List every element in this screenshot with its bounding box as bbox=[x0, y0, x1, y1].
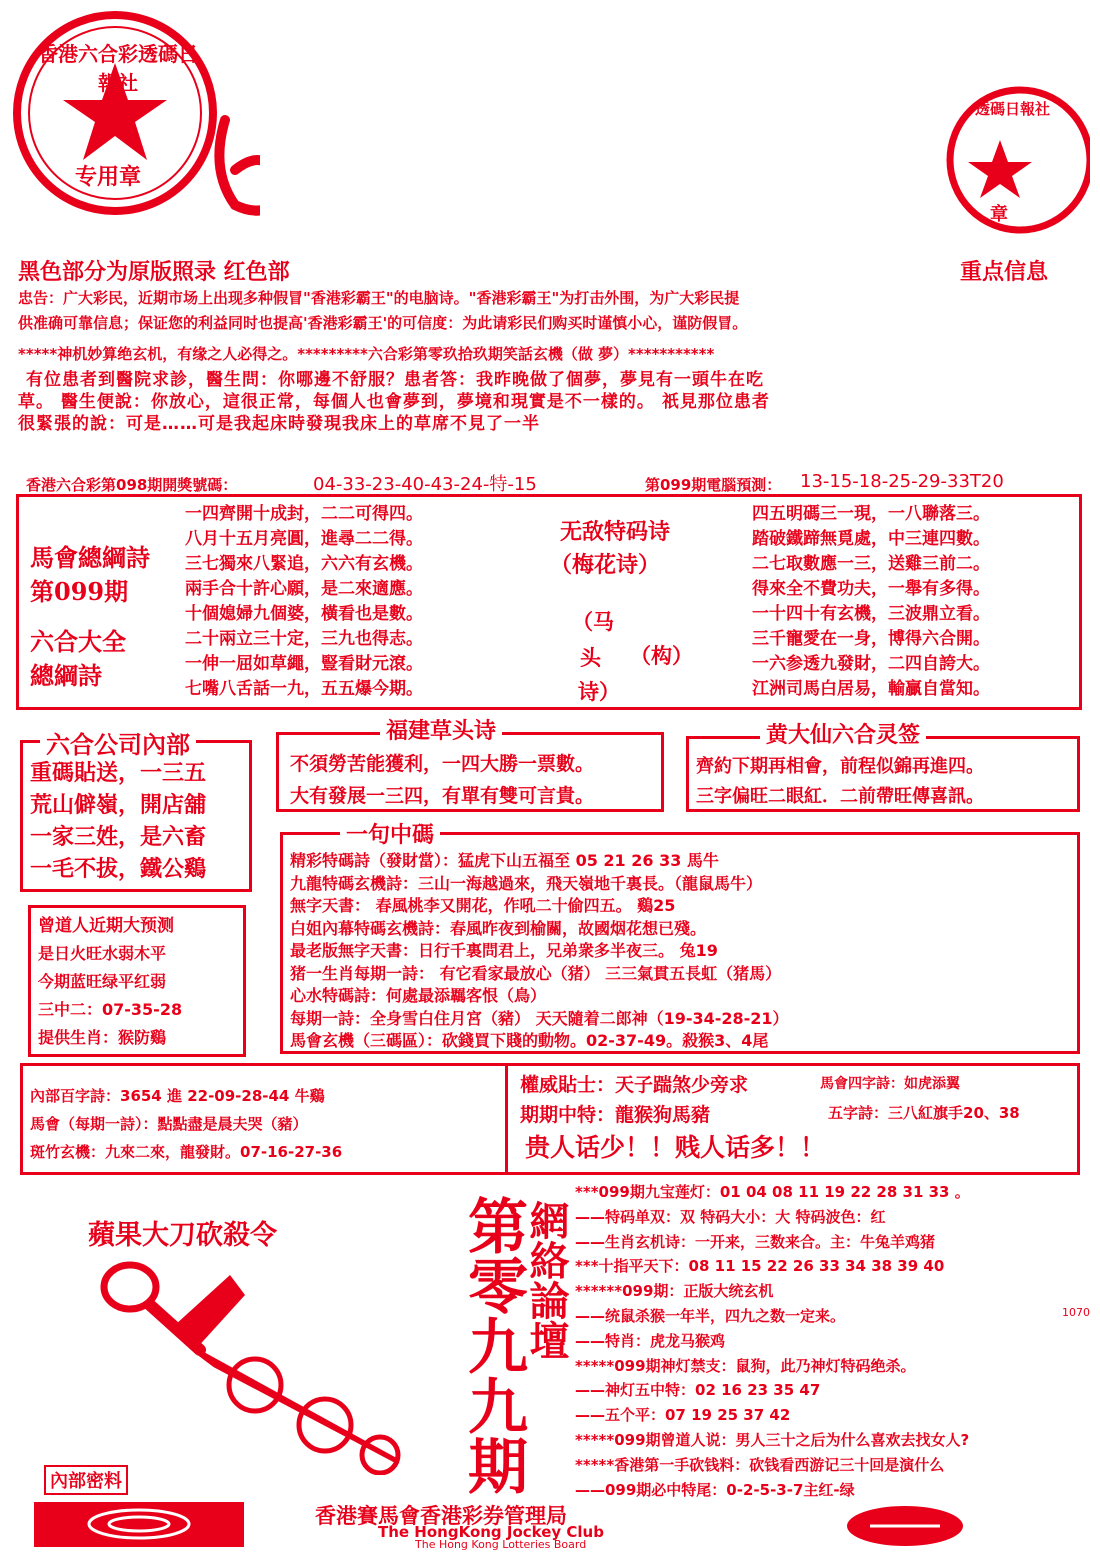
yiju-line: 猪一生肖每期一詩： 有它看家最放心（猪） 三三氣貫五長虹（猪馬） bbox=[290, 963, 782, 983]
poem-center-title-4: 头 bbox=[580, 645, 601, 670]
seal-left-sub: 专用章 bbox=[75, 165, 142, 190]
huang-line: 三字偏旺二眼紅．二前帶旺傳喜訊。 bbox=[696, 786, 984, 807]
fujian-line: 不須勞苦能獲利，一四大勝一票數。 bbox=[290, 753, 595, 775]
poem-col2-line: 一六参透九發財，二四自誇大。 bbox=[752, 654, 990, 674]
poem-left-title-3: 六合大全 bbox=[30, 627, 126, 656]
riddle-line-1: 有位患者到醫院求診，醫生問：你哪邊不舒服？患者答：我昨晚做了個夢，夢見有一頭牛在吃 bbox=[26, 370, 764, 390]
poem-col2-line: 四五明碼三一現，一八聯落三。 bbox=[752, 504, 990, 524]
next-draw-label: 第099期電腦預測： bbox=[645, 476, 782, 494]
daoren-lines bbox=[38, 940, 182, 1052]
inner-divider bbox=[505, 1063, 508, 1175]
poem-center-title-2: （梅花诗） bbox=[550, 552, 661, 578]
authority-line1a: 權威貼士：天子踹煞少旁求 bbox=[520, 1074, 749, 1096]
authority-line1b: 馬會四字詩：如虎添翼 bbox=[820, 1076, 960, 1092]
riddle-line-2: 草。 醫生便說：你放心，這很正常，每個人也會夢到，夢境和現實是不一樣的。 祇見那位患者 bbox=[18, 392, 770, 412]
inner-line: 斑竹玄機：九來二來，龍發財。07-16-27-36 bbox=[30, 1143, 343, 1161]
poem-col2-line: 三千寵愛在一身，博得六合開。 bbox=[752, 629, 990, 649]
inner-line: 內部百字詩：3654 進 22-09-28-44 牛鷄 bbox=[30, 1087, 325, 1105]
right-list-line: ——特码单双：双 特码大小：大 特码波色：红 bbox=[575, 1207, 886, 1226]
right-list-line: ——神灯五中特：02 16 23 35 47 bbox=[575, 1381, 821, 1400]
poem-left-title-4: 總綱詩 bbox=[30, 661, 102, 690]
inner-lines bbox=[30, 1082, 342, 1166]
riddle-line-3: 很緊張的說：可是……可是我起床時發現我床上的草席不見了一半 bbox=[18, 414, 540, 434]
prev-draw-label: 香港六合彩第098期開獎號碼： bbox=[26, 476, 238, 494]
poem-left-title-2: 第099期 bbox=[30, 577, 129, 606]
poem-col-1 bbox=[185, 502, 423, 702]
vertical-big-title: 第零九九期 bbox=[458, 1195, 528, 1495]
company-line: 一毛不拔，鐵公鷄 bbox=[30, 857, 207, 882]
right-list-line: *****099期曾道人说：男人三十之后为什么喜欢去找女人? bbox=[575, 1430, 970, 1449]
yiju-line: 心水特碼詩：何處最添羈客恨（鳥） bbox=[290, 986, 547, 1005]
company-title: 六合公司內部 bbox=[40, 725, 196, 760]
seal-right-text: 透碼日報社 bbox=[975, 100, 1051, 118]
subtitle-left: 黑色部分为原版照录 红色部 bbox=[18, 260, 290, 285]
yiju-line: 無字天書： 春風桃李又開花，作吼二十偷四五。 鷄25 bbox=[290, 896, 676, 915]
right-list-line: ——生肖玄机诗：一开来，三数来合。主：牛兔羊鸡猪 bbox=[575, 1232, 936, 1251]
company-lines bbox=[30, 758, 206, 886]
huang-line: 齊約下期再相會，前程似錦再進四。 bbox=[696, 756, 984, 777]
poem-col2-line: 得來全不費功夫，一舉有多得。 bbox=[752, 579, 990, 599]
authority-line2a: 期期中特：龍猴狗馬豬 bbox=[520, 1104, 711, 1126]
yiju-line: 九龍特碼玄機詩：三山一海越過來，飛天嶺地千裏長。（龍鼠馬牛） bbox=[290, 873, 763, 893]
fujian-line: 大有發展一三四，有單有雙可言貴。 bbox=[290, 785, 595, 807]
footer-right-emblem-icon bbox=[845, 1504, 965, 1552]
poem-col2-line: 踏破鐵蹄無覓處，中三連四數。 bbox=[752, 529, 990, 549]
poem-center-title-3: （马 bbox=[572, 609, 614, 634]
inner-line: 馬會（每期一詩）：點點盡是晨夫哭（豬） bbox=[30, 1115, 308, 1133]
poem-col1-line: 一四齊開十成封，二二可得四。 bbox=[185, 504, 423, 524]
poem-center-title-5: （构） bbox=[630, 643, 693, 668]
authority-line2b: 五字詩：三八紅旗手20、38 bbox=[828, 1104, 1020, 1122]
huang-lines bbox=[696, 752, 984, 812]
right-list-line: ——统鼠杀猴一年半，四九之数一定来。 bbox=[575, 1306, 846, 1325]
right-list-line: *****香港第一手砍钱料：砍钱看西游记三十回是演什么 bbox=[575, 1455, 945, 1474]
daoren-line: 是日火旺水弱木平 bbox=[38, 944, 167, 963]
right-list-line: ***十指平天下：08 11 15 22 26 33 34 38 39 40 bbox=[575, 1257, 945, 1276]
poem-col1-line: 兩手合十許心願，是二來適應。 bbox=[185, 579, 423, 599]
daoren-title: 曾道人近期大预测 bbox=[38, 916, 174, 936]
fujian-lines bbox=[290, 748, 594, 812]
poem-left-title-1: 馬會總綱詩 bbox=[30, 543, 150, 572]
right-list bbox=[575, 1180, 970, 1502]
poem-col1-line: 一伸一屈如草繩，豎看財元滾。 bbox=[185, 654, 423, 674]
apple-title: 蘋果大刀砍殺令 bbox=[88, 1220, 277, 1251]
footer-left-emblem-icon bbox=[34, 1502, 244, 1547]
poem-col1-line: 八月十五月亮圓，進尋二二得。 bbox=[185, 529, 423, 549]
seal-left-text: 香港六合彩透碼日報社 bbox=[38, 42, 198, 95]
poem-col1-line: 十個媳婦九個婆，橫看也是數。 bbox=[185, 604, 423, 624]
prev-draw-numbers: 04-33-23-40-43-24-特-15 bbox=[313, 474, 537, 495]
footer-line2: The HongKong Jockey Club bbox=[378, 1523, 604, 1541]
company-line: 重碼貼送，一三五 bbox=[30, 761, 207, 786]
right-list-line: ******099期：正版大统玄机 bbox=[575, 1282, 774, 1301]
poem-col1-line: 七嘴八舌話一九，五五爆今期。 bbox=[185, 679, 423, 699]
yiju-line: 最老版無字天書：日行千裏問君上，兄弟衆多半夜三。 兔19 bbox=[290, 941, 718, 960]
yiju-title: 一句中碼 bbox=[340, 818, 440, 849]
fujian-title: 福建草头诗 bbox=[380, 714, 502, 745]
company-line: 荒山僻嶺，開店舖 bbox=[30, 793, 207, 818]
daoren-line: 今期蓝旺绿平红弱 bbox=[38, 972, 167, 991]
next-draw-numbers: 13-15-18-25-29-33T20 bbox=[800, 471, 1004, 492]
right-list-line: ——特肖：虎龙马猴鸡 bbox=[575, 1331, 726, 1350]
authority-line3: 贵人话少！！贱人话多！！ bbox=[525, 1133, 826, 1162]
poem-col2-line: 一十四十有玄機，三波鼎立看。 bbox=[752, 604, 990, 624]
apple-badge: 內部密料 bbox=[44, 1465, 128, 1495]
yiju-lines bbox=[290, 850, 789, 1053]
notice-line-1: 忠告：广大彩民，近期市场上出现多种假冒"香港彩霸王"的电脑诗。"香港彩霸王"为打击外围，为广大彩民提 bbox=[18, 289, 740, 307]
poem-col2-line: 二七取數應一三，送雞三前二。 bbox=[752, 554, 990, 574]
footer-line1: 香港賽馬會香港彩券管理局 bbox=[315, 1503, 567, 1528]
poem-col1-line: 二十兩立三十定，三九也得志。 bbox=[185, 629, 423, 649]
seal-right-sub: 章 bbox=[990, 204, 1008, 225]
poem-col1-line: 三七獨來八緊追，六六有玄機。 bbox=[185, 554, 423, 574]
header-blank-area bbox=[260, 8, 948, 253]
company-line: 一家三姓，是六畜 bbox=[30, 825, 207, 850]
riddle-head: *****神机妙算绝玄机，有缘之人必得之。*********六合彩第零玖拾玖期笑話玄機（做 夢）*********** bbox=[18, 345, 715, 363]
yiju-line: 每期一詩：全身雪白住月宮（豬） 天天隨着二郎神（19-34-28-21） bbox=[290, 1008, 789, 1028]
notice-line-2: 供准确可靠信息；保证您的利益同时也提高'香港彩霸王'的可信度：为此请彩民们购买时谨慎小心，谨防假冒。 bbox=[18, 314, 748, 332]
right-list-line: *****099期神灯禁支：鼠狗，此乃神灯特码绝杀。 bbox=[575, 1356, 916, 1375]
poem-center-title-1: 无敌特码诗 bbox=[560, 519, 671, 545]
side-mark: 1070 bbox=[1062, 1306, 1090, 1319]
yiju-line: 精彩特碼詩（發財當）：猛虎下山五福至 05 21 26 33 馬牛 bbox=[290, 851, 719, 870]
daoren-line: 提供生肖：猴防鷄 bbox=[38, 1028, 167, 1047]
sword-icon bbox=[95, 1255, 415, 1475]
vertical-small-title: 網絡論壇 bbox=[523, 1200, 570, 1360]
right-list-line: ——五个平：07 19 25 37 42 bbox=[575, 1406, 791, 1425]
poem-center-title-6: 诗） bbox=[578, 679, 620, 704]
poem-col-2 bbox=[752, 502, 990, 702]
yiju-line: 馬會玄機（三碼區）：砍錢買下賤的動物。02-37-49。殺猴3、4尾 bbox=[290, 1031, 769, 1050]
yiju-line: 白姐內幕特碼玄機詩：春風昨夜到榆關，故國烟花想已殘。 bbox=[290, 918, 707, 938]
huang-title: 黄大仙六合灵签 bbox=[760, 718, 926, 749]
subtitle-right: 重点信息 bbox=[960, 260, 1049, 285]
daoren-line: 三中二：07-35-28 bbox=[38, 1000, 183, 1019]
poem-col2-line: 江洲司馬白居易，輸贏自當知。 bbox=[752, 679, 990, 699]
right-list-line: ***099期九宝莲灯：01 04 08 11 19 22 28 31 33 。 bbox=[575, 1183, 970, 1201]
right-list-line: ——099期必中特尾：0-2-5-3-7主红-绿 bbox=[575, 1480, 855, 1499]
footer-line3: The Hong Kong Lotteries Board bbox=[415, 1538, 587, 1551]
seal-right bbox=[940, 70, 1090, 240]
